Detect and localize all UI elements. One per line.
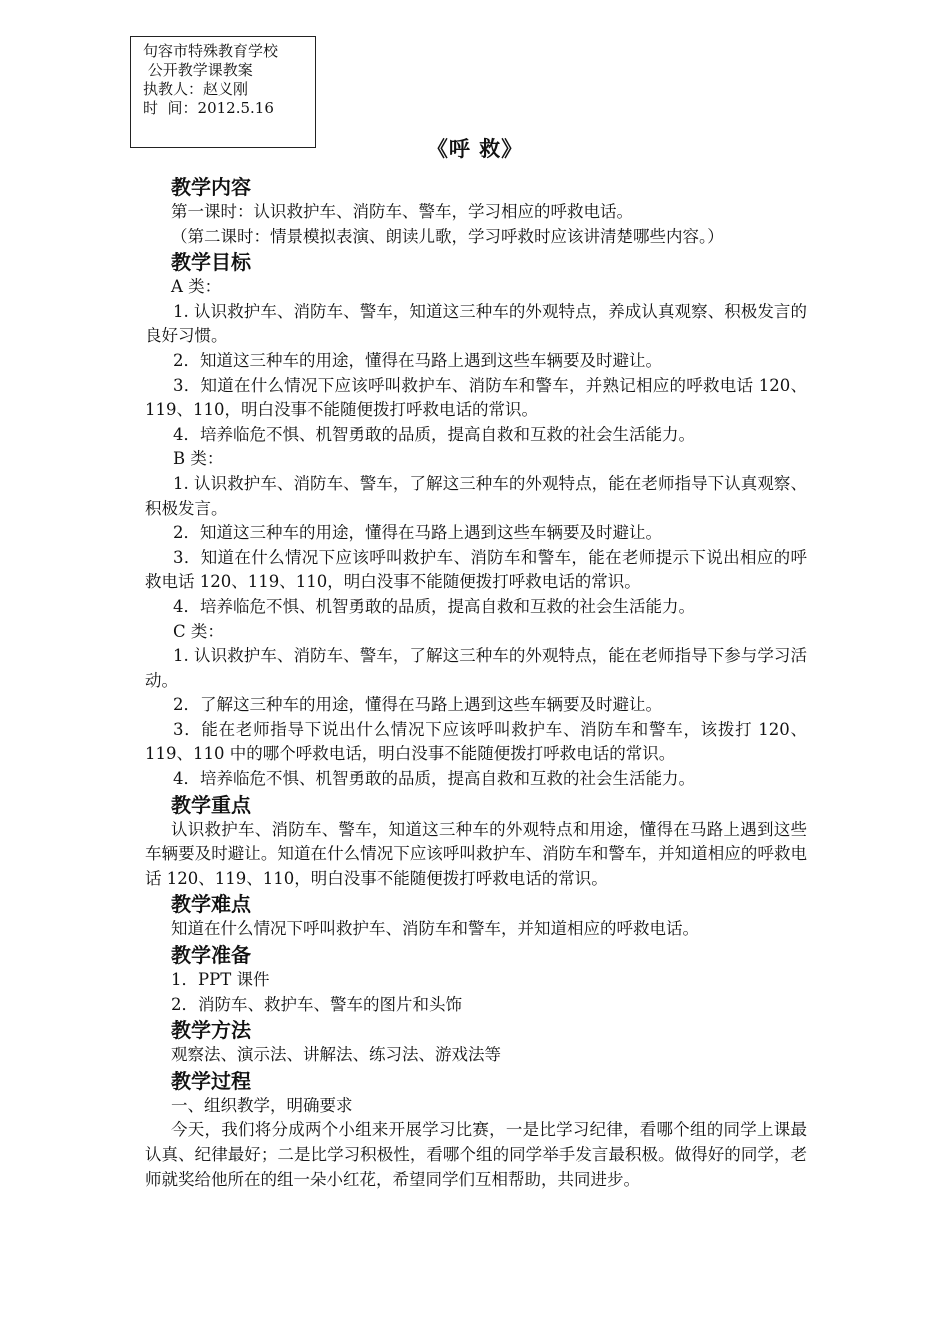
goals-b-item: 2．知道这三种车的用途，懂得在马路上遇到这些车辆要及时避让。 (173, 523, 662, 543)
goals-a-item: 4．培养临危不惧、机智勇敢的品质，提高自救和互救的社会生活能力。 (173, 424, 695, 444)
goals-b-item: 3．知道在什么情况下应该呼叫救护车、消防车和警车，能在老师提示下说出相应的呼救电话 120、119、110，明白没事不能随便拨打呼救电话的常识。 (145, 547, 807, 592)
preparation-item: 2．消防车、救护车、警车的图片和头饰 (171, 994, 462, 1014)
preparation-item: 1．PPT 课件 (171, 970, 270, 990)
teacher: 执教人：赵义刚 (143, 80, 249, 98)
lesson-content (145, 174, 807, 1192)
doc-title: 《呼 救》 (426, 136, 524, 161)
goals-c-item: 4．培养临危不惧、机智勇敢的品质，提高自救和互救的社会生活能力。 (173, 769, 695, 789)
goals-a-item: 1. 认识救护车、消防车、警车，知道这三种车的外观特点，养成认真观察、积极发言的良好习惯。 (145, 301, 807, 346)
content-line-1: 第一课时：认识救护车、消防车、警车，学习相应的呼救电话。 (171, 202, 633, 221)
heading-methods: 教学方法 (171, 1018, 251, 1043)
doc-type: 公开教学课教案 (143, 61, 253, 79)
heading-process: 教学过程 (171, 1068, 251, 1093)
process-text: 今天，我们将分成两个小组来开展学习比赛，一是比学习纪律，看哪个组的同学上课最认真、纪律最好；二是比学习积极性，看哪个组的同学举手发言最积极。做得好的同学，老师就奖给他所在的组一朵小红花，希望同学们互相帮助，共同进步。 (145, 1120, 807, 1189)
goals-c-item: 2．了解这三种车的用途，懂得在马路上遇到这些车辆要及时避让。 (173, 695, 662, 715)
goals-c-item: 1. 认识救护车、消防车、警车，了解这三种车的外观特点，能在老师指导下参与学习活动。 (145, 646, 807, 690)
content-line-2: （第二课时：情景模拟表演、朗读儿歌，学习呼救时应该讲清楚哪些内容。） (171, 226, 724, 246)
goals-a-item: 3．知道在什么情况下应该呼叫救护车、消防车和警车，并熟记相应的呼救电话 120、119、110，明白没事不能随便拨打呼救电话的常识。 (145, 375, 807, 420)
heading-key-points: 教学重点 (171, 792, 251, 817)
goals-c-item: 3．能在老师指导下说出什么情况下应该呼叫救护车、消防车和警车，该拨打 120、119、110 中的哪个呼救电话，明白没事不能随便拨打呼救电话的常识。 (145, 719, 807, 764)
process-step-1: 一、组织教学，明确要求 (171, 1095, 353, 1115)
difficulties-text: 知道在什么情况下呼叫救护车、消防车和警车，并知道相应的呼救电话。 (171, 919, 699, 939)
methods-text: 观察法、演示法、讲解法、练习法、游戏法等 (171, 1045, 501, 1065)
heading-goals: 教学目标 (171, 250, 251, 275)
goals-b-item: 4．培养临危不惧、机智勇敢的品质，提高自救和互救的社会生活能力。 (173, 596, 695, 616)
heading-preparation: 教学准备 (171, 943, 251, 968)
goals-c-label: C 类： (173, 621, 224, 641)
goals-b-item: 1. 认识救护车、消防车、警车，了解这三种车的外观特点，能在老师指导下认真观察、积极发言。 (145, 473, 807, 518)
goals-b-label: B 类： (173, 449, 224, 469)
goals-a-label: A 类： (171, 277, 222, 297)
heading-content: 教学内容 (171, 175, 251, 199)
school-name: 句容市特殊教育学校 (143, 42, 279, 60)
lesson-time: 时 间：2012.5.16 (143, 99, 274, 117)
key-points-text: 认识救护车、消防车、警车，知道这三种车的外观特点和用途，懂得在马路上遇到这些车辆要及时避让。知道在什么情况下应该呼叫救护车、消防车和警车，并知道相应的呼救电话 120、119、110，明白没事不能随便拨打呼救电话的常识。 (145, 819, 807, 888)
heading-difficulties: 教学难点 (171, 892, 251, 917)
header-box (130, 36, 316, 148)
goals-a-item: 2．知道这三种车的用途，懂得在马路上遇到这些车辆要及时避让。 (173, 350, 662, 370)
